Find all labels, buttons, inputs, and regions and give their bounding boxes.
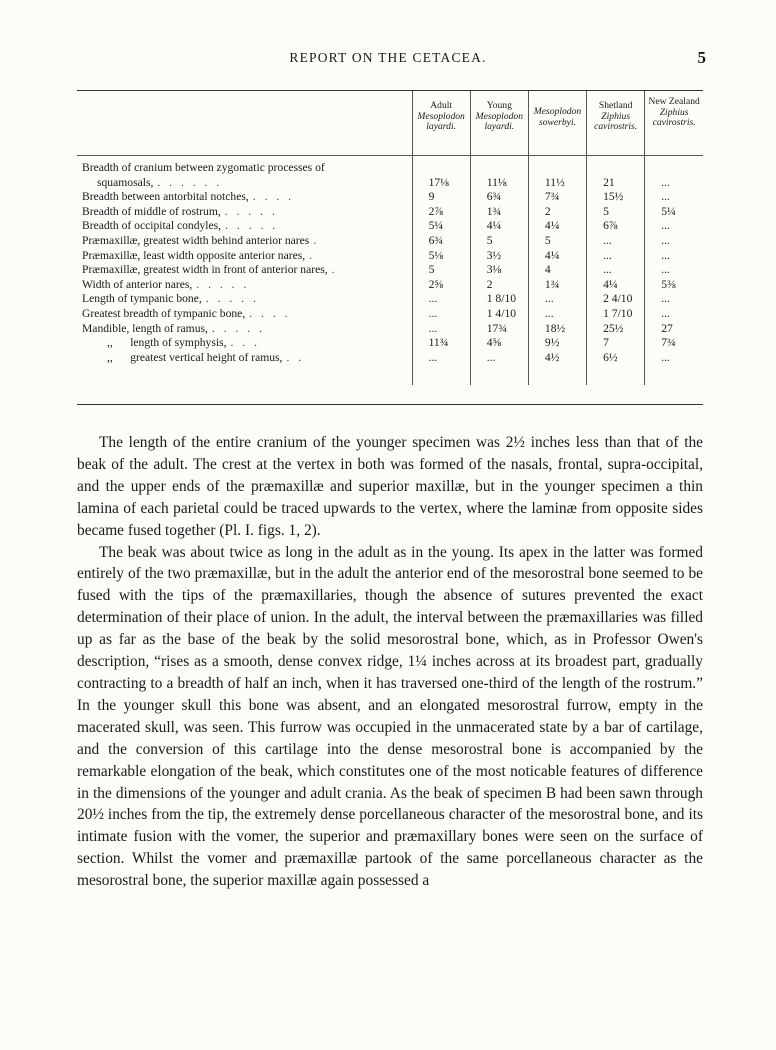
table-cell: ... xyxy=(587,263,645,278)
row-label xyxy=(77,190,412,205)
row-label-dots: . xyxy=(313,233,320,247)
table-cell: 2 xyxy=(528,205,586,220)
table-row xyxy=(77,307,703,322)
header-blank xyxy=(77,91,412,156)
row-label-dots: . xyxy=(331,263,338,277)
table-cell: ... xyxy=(645,176,703,191)
table-cell: ... xyxy=(645,249,703,264)
row-label xyxy=(77,307,412,322)
table-cell: 18½ xyxy=(528,322,586,337)
table-cell: ... xyxy=(645,351,703,366)
table-cell: ... xyxy=(645,307,703,322)
row-label-dots: . . . . . xyxy=(224,204,278,218)
table-cell: 4¼ xyxy=(528,219,586,234)
row-label-text: Præmaxillæ, greatest width in front of anterior nares, xyxy=(82,263,328,277)
table-cell: 17¾ xyxy=(470,322,528,337)
table-cell: ... xyxy=(412,292,470,307)
row-label xyxy=(77,351,412,366)
table-row xyxy=(77,249,703,264)
table-cell: ... xyxy=(645,190,703,205)
table-cell: 4¼ xyxy=(470,219,528,234)
row-label-text: Mandible, length of ramus, xyxy=(82,321,208,335)
table-cell: 4⅝ xyxy=(470,336,528,351)
table-cell: 6¾ xyxy=(470,190,528,205)
table-cell: ... xyxy=(412,351,470,366)
table-row xyxy=(77,322,703,337)
row-label xyxy=(77,336,412,351)
column-header-species: layardi. xyxy=(484,121,515,133)
table-cell: ... xyxy=(645,292,703,307)
table-row xyxy=(77,292,703,307)
table-cell: 2⅝ xyxy=(412,278,470,293)
running-head xyxy=(0,48,776,72)
column-header-species: layardi. xyxy=(426,121,457,133)
filler-cell xyxy=(645,365,703,385)
table-row xyxy=(77,278,703,293)
row-label-text: Breadth of cranium between zygomatic processes of xyxy=(82,161,325,174)
row-label-text: squamosals, xyxy=(97,175,154,189)
row-label-dots: . xyxy=(309,248,316,262)
table-row xyxy=(77,190,703,205)
table-cell: 2 4/10 xyxy=(587,292,645,307)
table-cell: 17⅛ xyxy=(412,176,470,191)
row-label-dots: . . . . xyxy=(252,190,295,204)
table-cell: 25½ xyxy=(587,322,645,337)
table-cell: 1 8/10 xyxy=(470,292,528,307)
row-label xyxy=(77,234,412,249)
table-cell: ... xyxy=(645,219,703,234)
row-label-text: ,, greatest vertical height of ramus, xyxy=(107,350,283,364)
column-header-species: cavirostris. xyxy=(594,121,638,133)
column-header-line: Young xyxy=(486,100,512,111)
row-label xyxy=(77,219,412,234)
table-cell: 5⅛ xyxy=(412,249,470,264)
column-header-genus: Ziphius xyxy=(659,106,689,118)
table-cell: 7¾ xyxy=(528,190,586,205)
table-cell: 4¼ xyxy=(528,249,586,264)
column-header-newzealand-ziphius xyxy=(645,91,703,156)
table-cell: ... xyxy=(528,292,586,307)
measurements-table-grid xyxy=(77,91,703,385)
table-cell: 4½ xyxy=(528,351,586,366)
table-cell: 15½ xyxy=(587,190,645,205)
column-header-young-layardi xyxy=(470,91,528,156)
row-label xyxy=(77,322,412,337)
table-header-row xyxy=(77,91,703,156)
table-cell: ... xyxy=(587,234,645,249)
table-cell xyxy=(587,156,645,176)
row-label-text: Præmaxillæ, greatest width behind anterior nares xyxy=(82,233,310,247)
table-cell: 27 xyxy=(645,322,703,337)
row-label-text: Breadth of occipital condyles, xyxy=(82,219,222,233)
row-label-text: Length of tympanic bone, xyxy=(82,292,202,306)
body-text xyxy=(77,432,703,892)
column-header-line: Shetland xyxy=(598,100,633,111)
table-row xyxy=(77,205,703,220)
table-cell: 1 7/10 xyxy=(587,307,645,322)
row-label-dots: . . . xyxy=(230,336,260,350)
body-paragraph: The length of the entire cranium of the younger specimen was 2½ inches less than that of the beak of the adult. The crest at the vertex in both was formed of the nasals, frontal, supra-occipital, and the upper ends of the præmaxillæ and superior maxillæ, but in the younger specimen a thin lamina of each parietal could be traced upwards to the vertex, where the laminæ from opposite sides became fused together (Pl. I. figs. 1, 2). xyxy=(77,434,703,539)
table-cell: 1¾ xyxy=(528,278,586,293)
row-label-text: Præmaxillæ, least width opposite anterior nares, xyxy=(82,248,306,262)
filler-cell xyxy=(77,365,412,385)
table-cell: 5¼ xyxy=(412,219,470,234)
row-label-dots: . . . . . xyxy=(205,292,259,306)
table-cell: 1 4/10 xyxy=(470,307,528,322)
table-cell: 4¼ xyxy=(587,278,645,293)
table-cell: 6½ xyxy=(587,351,645,366)
table-row xyxy=(77,234,703,249)
row-label xyxy=(77,176,412,191)
row-label-dots: . . . . . xyxy=(225,219,279,233)
measurements-table xyxy=(77,90,703,405)
column-header-shetland-ziphius xyxy=(587,91,645,156)
table-cell: ... xyxy=(412,322,470,337)
row-label xyxy=(77,263,412,278)
table-cell: 5 xyxy=(528,234,586,249)
table-cell xyxy=(528,156,586,176)
table-cell xyxy=(412,156,470,176)
column-header-adult-layardi xyxy=(412,91,470,156)
row-label-dots: . . . . . xyxy=(211,321,265,335)
table-row xyxy=(77,219,703,234)
page-number: 5 xyxy=(697,48,706,67)
row-label-dots: . . . . . xyxy=(196,277,250,291)
row-label-text: Greatest breadth of tympanic bone, xyxy=(82,306,246,320)
column-header-line: Adult xyxy=(430,100,453,111)
table-cell: 2 xyxy=(470,278,528,293)
table-cell: 9 xyxy=(412,190,470,205)
table-cell: 6¾ xyxy=(412,234,470,249)
filler-cell xyxy=(470,365,528,385)
row-label-text: Breadth of middle of rostrum, xyxy=(82,204,221,218)
table-cell: 7 xyxy=(587,336,645,351)
table-cell: 5 xyxy=(412,263,470,278)
table-cell: 9½ xyxy=(528,336,586,351)
row-label-text: ,, length of symphysis, xyxy=(107,336,227,350)
table-row xyxy=(77,176,703,191)
column-header-line: New Zealand xyxy=(648,96,700,107)
column-header-genus: Ziphius xyxy=(601,110,631,122)
row-label xyxy=(77,278,412,293)
table-cell: 5 xyxy=(470,234,528,249)
table-cell: 6⅞ xyxy=(587,219,645,234)
row-label-dots: . . . . xyxy=(249,306,291,320)
column-header-genus: Mesoplodon xyxy=(417,110,465,122)
table-cell: ... xyxy=(470,351,528,366)
body-paragraph: The beak was about twice as long in the adult as in the young. Its apex in the latter was formed entirely of the two præmaxillæ, but in the adult the anterior end of the mesorostral bone seemed to be fused with the tips of the præmaxillaries, though the absence of sutures prevented the exact determination of their place of union. In the adult, the interval between the præmaxillaries was filled up as far as the base of the beak by the solid mesorostral bone, which, as in Professor Owen's description, “rises as a smooth, dense convex ridge, 1¼ inches across at its broadest part, gradually contracting to a breadth of half an inch, when it has traversed one-third of the length of the rostrum.” In the younger skull this bone was absent, and an elongated mesorostral furrow, empty in the macerated skull, was seen. This furrow was occupied in the unmacerated state by a bar of cartilage, and the conversion of this cartilage into the dense mesorostral bone is accompanied by the remarkable elongation of the beak, which constitutes one of the most noticable features of difference in the dimensions of the younger and adult crania. As the beak of specimen B had been sawn through 20½ inches from the tip, the extremely dense porcellaneous character of the mesorostral bone, and its intimate fusion with the vomer, the superior and præmaxillary bones were seen on the surface of section. Whilst the vomer and præmaxillæ partook of the same porcellaneous character as the mesorostral bone, the superior maxillæ again possessed a xyxy=(77,543,703,890)
row-label xyxy=(77,156,412,176)
row-label-dots: . . xyxy=(286,350,305,364)
filler-cell xyxy=(528,365,586,385)
row-label xyxy=(77,205,412,220)
table-cell: ... xyxy=(645,263,703,278)
column-header-genus: Mesoplodon xyxy=(475,110,524,122)
row-label-dots: . . . . . . xyxy=(157,175,223,189)
row-label-text: Width of anterior nares, xyxy=(82,277,193,291)
table-row xyxy=(77,156,703,176)
row-label xyxy=(77,249,412,264)
running-title: REPORT ON THE CETACEA. xyxy=(289,50,487,65)
row-label xyxy=(77,292,412,307)
table-cell: 5 xyxy=(587,205,645,220)
column-header-species: cavirostris. xyxy=(652,117,696,129)
table-cell: ... xyxy=(645,234,703,249)
table-cell: 3½ xyxy=(470,249,528,264)
table-cell: 5⅜ xyxy=(645,278,703,293)
row-label-text: Breadth between antorbital notches, xyxy=(82,190,249,204)
table-cell: 3⅛ xyxy=(470,263,528,278)
table-cell: 1¾ xyxy=(470,205,528,220)
table-cell: 11⅛ xyxy=(470,176,528,191)
filler-cell xyxy=(412,365,470,385)
table-cell: 11¾ xyxy=(412,336,470,351)
table-row xyxy=(77,336,703,351)
table-cell xyxy=(645,156,703,176)
table-cell: 4 xyxy=(528,263,586,278)
table-row xyxy=(77,263,703,278)
filler-cell xyxy=(587,365,645,385)
column-header-genus: Mesoplodon xyxy=(533,106,582,117)
table-cell: 7¾ xyxy=(645,336,703,351)
table-cell: ... xyxy=(412,307,470,322)
table-cell xyxy=(470,156,528,176)
table-cell: 11½ xyxy=(528,176,586,191)
column-header-sowerbyi xyxy=(528,91,586,156)
table-row xyxy=(77,351,703,366)
table-body xyxy=(77,156,703,386)
table-cell: 21 xyxy=(587,176,645,191)
table-cell: 2⅞ xyxy=(412,205,470,220)
table-cell: ... xyxy=(587,249,645,264)
table-cell: ... xyxy=(528,307,586,322)
table-filler-row xyxy=(77,365,703,385)
column-header-species: sowerbyi. xyxy=(538,116,577,128)
table-cell: 5¼ xyxy=(645,205,703,220)
